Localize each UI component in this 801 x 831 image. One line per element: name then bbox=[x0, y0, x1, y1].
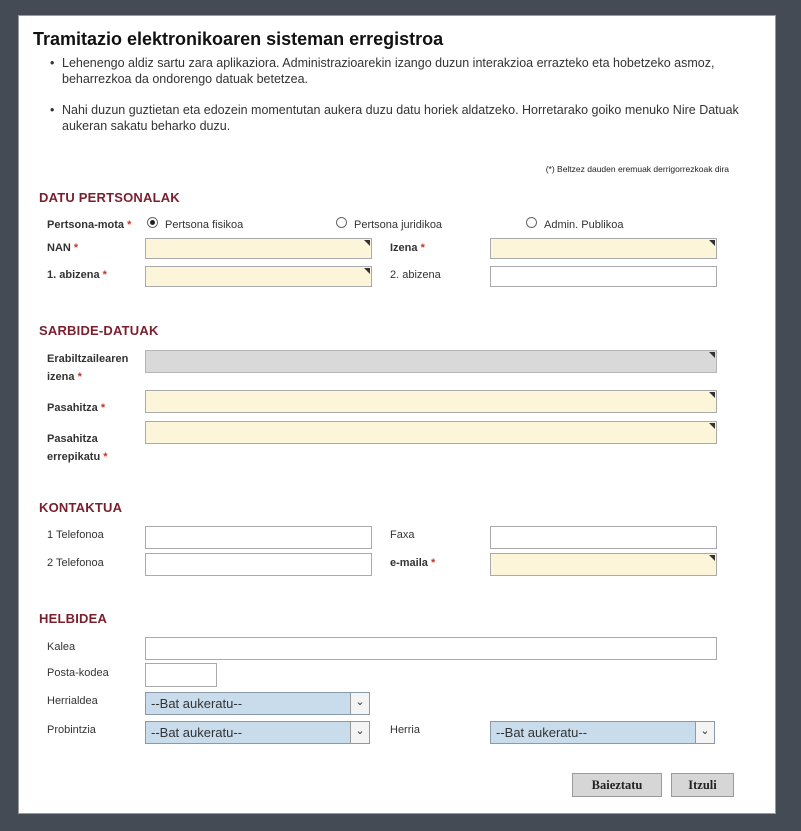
radio-pertsona-juridikoa[interactable] bbox=[336, 217, 347, 228]
probintzia-label: Probintzia bbox=[47, 724, 96, 736]
password-repeat-label: Pasahitza errepikatu * bbox=[47, 433, 108, 463]
telefonoa1-input[interactable] bbox=[145, 526, 372, 549]
radio-label-admin: Admin. Publikoa bbox=[544, 219, 624, 231]
section-access-heading: SARBIDE-DATUAK bbox=[39, 323, 159, 338]
posta-kodea-label: Posta-kodea bbox=[47, 667, 109, 679]
nan-label: NAN * bbox=[47, 242, 79, 254]
page-title: Tramitazio elektronikoaren sisteman erregistroa bbox=[33, 29, 444, 49]
herria-select[interactable] bbox=[490, 721, 715, 744]
kalea-input[interactable] bbox=[145, 637, 717, 660]
probintzia-select-value: --Bat aukeratu-- bbox=[151, 725, 243, 740]
section-personal-heading: DATU PERTSONALAK bbox=[39, 190, 180, 205]
herrialdea-label: Herrialdea bbox=[47, 695, 98, 707]
herrialdea-select[interactable] bbox=[145, 692, 370, 715]
radio-pertsona-fisikoa[interactable] bbox=[147, 217, 158, 228]
izena-input[interactable] bbox=[490, 238, 717, 259]
izena-label: Izena * bbox=[390, 242, 425, 254]
herrialdea-select-value: --Bat aukeratu-- bbox=[151, 696, 243, 711]
intro-paragraph-2: • Nahi duzun guztietan eta edozein momentutan aukera duzu datu horiek aldatzeko. Horretarako goiko menuko Nire Datuak aukeran sakatu beharko duzu. bbox=[62, 102, 762, 134]
kalea-label: Kalea bbox=[47, 641, 76, 653]
abizena2-label: 2. abizena bbox=[390, 269, 441, 281]
registration-dialog bbox=[18, 15, 776, 814]
password-input[interactable] bbox=[145, 390, 717, 413]
probintzia-select[interactable] bbox=[145, 721, 370, 744]
radio-label-fisikoa: Pertsona fisikoa bbox=[165, 219, 244, 231]
chevron-down-icon: ⌄ bbox=[350, 722, 369, 743]
telefonoa1-label: 1 Telefonoa bbox=[47, 529, 104, 541]
telefonoa2-label: 2 Telefonoa bbox=[47, 557, 104, 569]
chevron-down-icon: ⌄ bbox=[695, 722, 714, 743]
email-label: e-maila * bbox=[390, 557, 436, 569]
telefonoa2-input[interactable] bbox=[145, 553, 372, 576]
section-address-heading: HELBIDEA bbox=[39, 611, 108, 626]
herria-label: Herria bbox=[390, 724, 420, 736]
abizena1-input[interactable] bbox=[145, 266, 372, 287]
username-label: Erabiltzailearen izena * bbox=[47, 353, 129, 383]
intro-paragraph-1: • Lehenengo aldiz sartu zara aplikaziora. Administrazioarekin izango duzun interakzioa errazteko eta hobetzeko asmoz, beharrezkoa da ondorengo datuak betetzea. bbox=[62, 55, 762, 87]
radio-label-juridikoa: Pertsona juridikoa bbox=[354, 219, 443, 231]
nan-input[interactable] bbox=[145, 238, 372, 259]
username-input bbox=[145, 350, 717, 373]
chevron-down-icon: ⌄ bbox=[350, 693, 369, 714]
herria-select-value: --Bat aukeratu-- bbox=[496, 725, 588, 740]
email-input[interactable] bbox=[490, 553, 717, 576]
abizena2-input[interactable] bbox=[490, 266, 717, 287]
password-label: Pasahitza * bbox=[47, 402, 106, 414]
faxa-input[interactable] bbox=[490, 526, 717, 549]
confirm-button[interactable]: Baieztatu bbox=[572, 773, 662, 797]
password-repeat-input[interactable] bbox=[145, 421, 717, 444]
section-contact-heading: KONTAKTUA bbox=[39, 500, 123, 515]
posta-kodea-input[interactable] bbox=[145, 663, 217, 687]
back-button[interactable]: Itzuli bbox=[671, 773, 734, 797]
faxa-label: Faxa bbox=[390, 529, 415, 541]
persona-type-label: Pertsona-mota * bbox=[47, 219, 132, 231]
required-fields-note: (*) Beltzez dauden eremuak derrigorrezkoak dira bbox=[545, 164, 729, 174]
radio-admin-publikoa[interactable] bbox=[526, 217, 537, 228]
abizena1-label: 1. abizena * bbox=[47, 269, 107, 281]
